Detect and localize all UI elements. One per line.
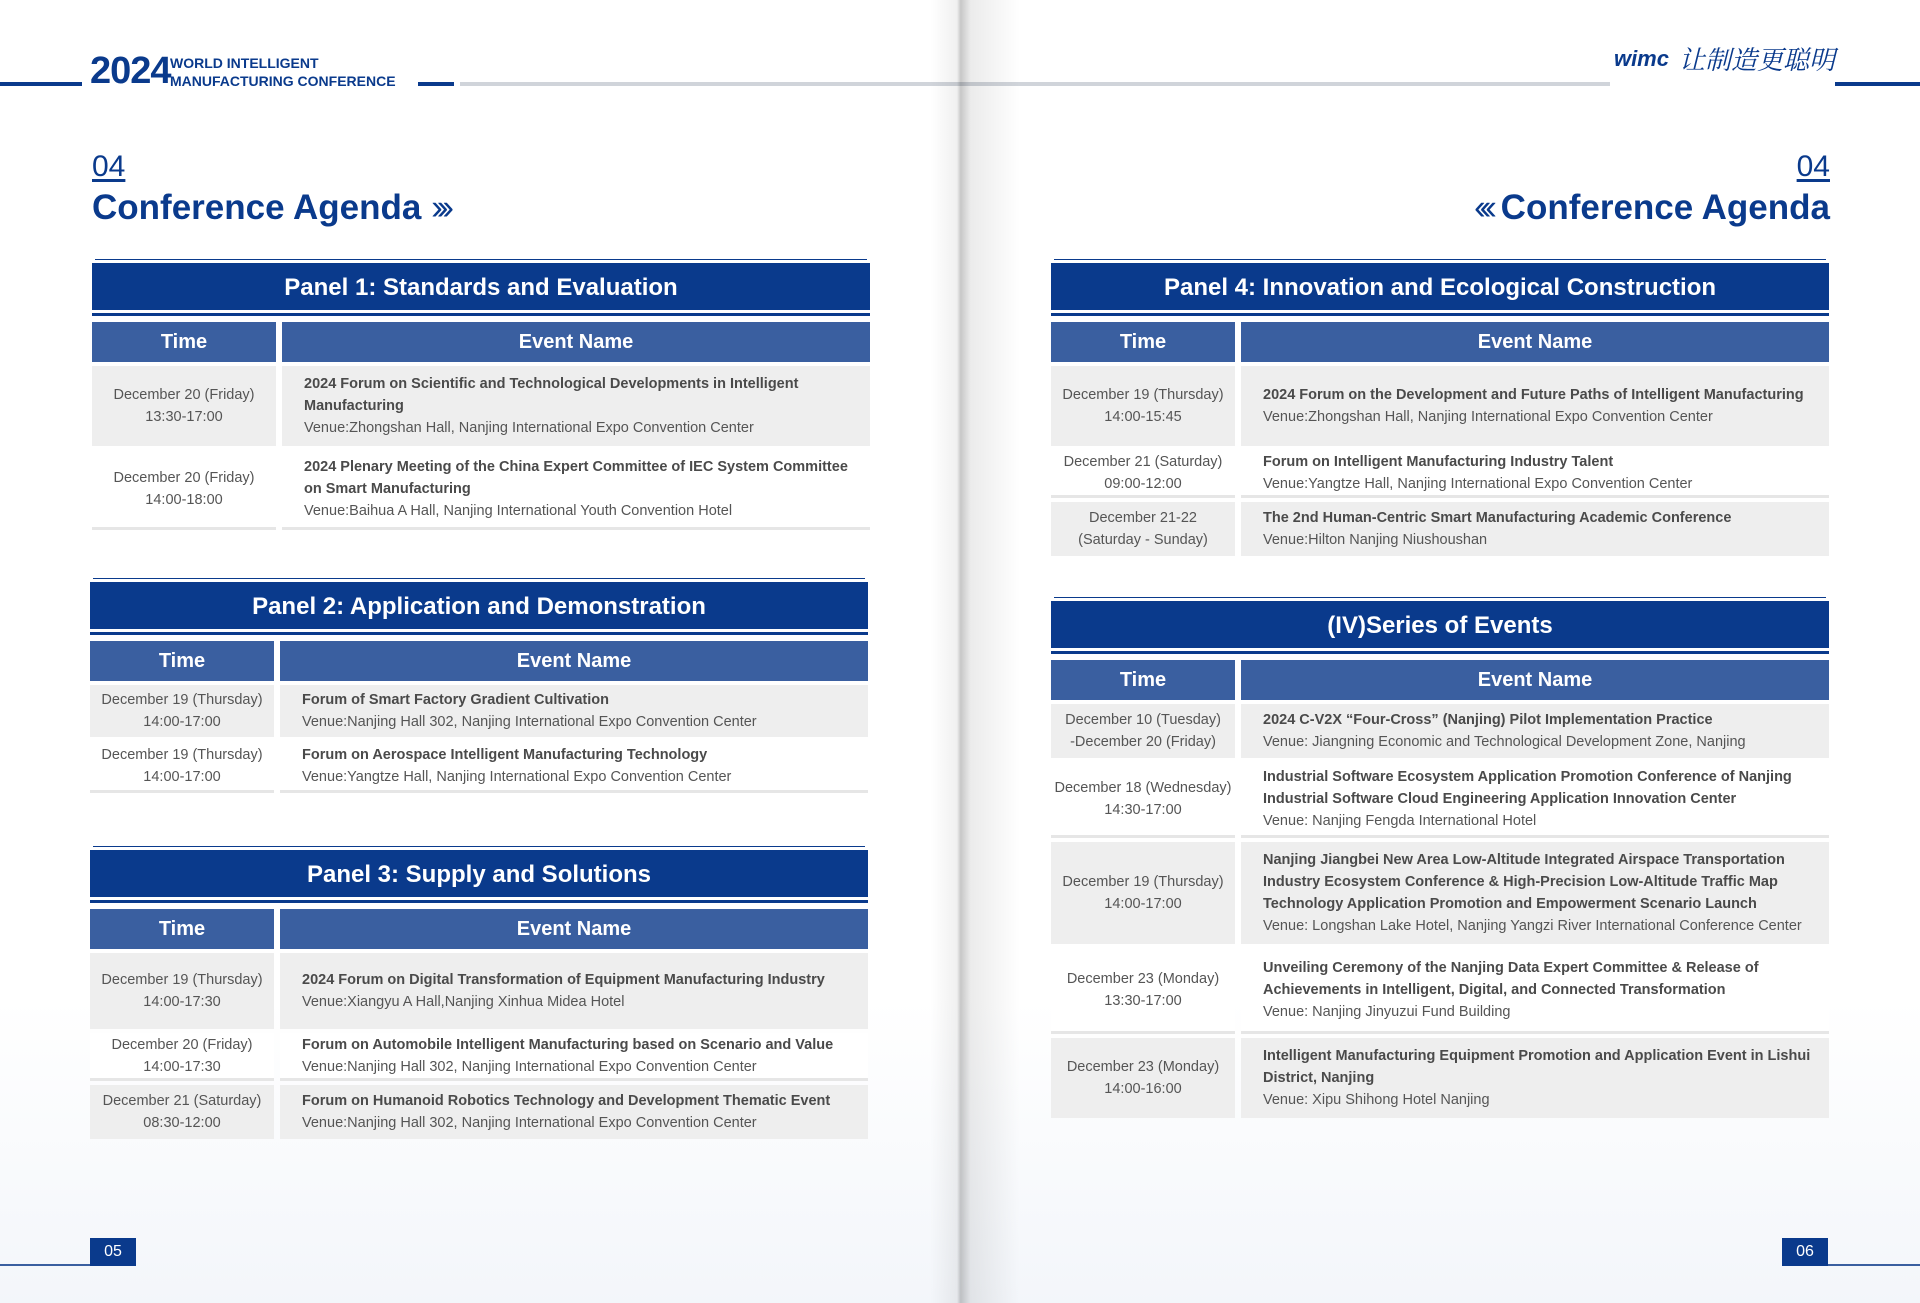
panel-title: Panel 3: Supply and Solutions — [90, 850, 868, 897]
event-name: Unveiling Ceremony of the Nanjing Data Expert Committee & Release of Achievements in Intelligent, Digital, and Connected Transformation — [1263, 959, 1759, 998]
event-venue: Venue:Yangtze Hall, Nanjing International Expo Convention Center — [1263, 475, 1693, 492]
table-header — [1051, 322, 1829, 362]
row-time — [1051, 1038, 1235, 1118]
row-hours: (Saturday - Sunday) — [1078, 532, 1208, 548]
event-venue: Venue:Nanjing Hall 302, Nanjing International Expo Convention Center — [302, 1058, 757, 1075]
panel-1 — [92, 257, 870, 530]
panel-title: (IV)Series of Events — [1051, 601, 1829, 648]
col-event: Event Name — [282, 322, 870, 362]
event-name: 2024 Plenary Meeting of the China Expert Committee of IEC System Committee on Smart Manufacturing — [304, 458, 848, 497]
event-name: 2024 Forum on Digital Transformation of Equipment Manufacturing Industry — [302, 972, 825, 988]
row-time — [1051, 450, 1235, 498]
brand-line-2: MANUFACTURING CONFERENCE — [170, 73, 396, 89]
series-of-events — [1051, 595, 1829, 1118]
row-time — [92, 450, 276, 530]
row-event — [280, 1033, 868, 1081]
table-row — [90, 685, 868, 737]
table-row — [1051, 450, 1829, 498]
table-row — [1051, 1038, 1829, 1118]
row-date: December 19 (Thursday) — [1062, 387, 1224, 403]
panel-title: Panel 2: Application and Demonstration — [90, 582, 868, 629]
table-header — [90, 909, 868, 949]
event-venue: Venue: Xipu Shihong Hotel Nanjing — [1263, 1092, 1490, 1108]
table-row — [90, 1033, 868, 1081]
section-number: 04 — [92, 150, 126, 183]
row-event — [1241, 450, 1829, 498]
col-time: Time — [1051, 660, 1235, 700]
section-title — [92, 188, 448, 228]
row-time — [90, 741, 274, 793]
row-event — [282, 366, 870, 446]
row-date: December 10 (Tuesday) — [1065, 712, 1221, 728]
row-time — [1051, 704, 1235, 758]
row-event — [280, 1085, 868, 1139]
row-event — [1241, 1038, 1829, 1118]
row-event — [280, 685, 868, 737]
col-time: Time — [1051, 322, 1235, 362]
right-page — [960, 0, 1920, 1303]
section-title — [1474, 188, 1830, 228]
row-time — [90, 1033, 274, 1081]
col-event: Event Name — [1241, 660, 1829, 700]
table-row — [90, 741, 868, 793]
row-event — [1241, 502, 1829, 556]
panel-3 — [90, 844, 868, 1139]
event-name: Forum of Smart Factory Gradient Cultivation — [302, 692, 609, 708]
row-date: December 23 (Monday) — [1066, 1059, 1220, 1075]
table-row — [1051, 366, 1829, 446]
event-venue: Venue:Hilton Nanjing Niushoushan — [1263, 532, 1488, 548]
row-event — [1241, 762, 1829, 838]
event-name: The 2nd Human-Centric Smart Manufacturing Academic Conference — [1263, 510, 1732, 526]
row-event — [1241, 366, 1829, 446]
row-hours: 14:00-16:00 — [1104, 1081, 1182, 1097]
footer-rule — [0, 1264, 90, 1266]
row-date: December 18 (Wednesday) — [1054, 779, 1232, 796]
table-row — [92, 450, 870, 530]
slogan: 让制造更聪明 — [1678, 46, 1835, 76]
col-time: Time — [90, 909, 274, 949]
row-hours: 13:30-17:00 — [145, 409, 223, 425]
brand-year: 2024 — [90, 50, 171, 92]
event-name: Industrial Software Ecosystem Application Promotion Conference of Nanjing Industrial Software Cloud Engineering Application Innovation Center — [1263, 768, 1792, 807]
event-name: Forum on Humanoid Robotics Technology and Development Thematic Event — [302, 1093, 831, 1109]
row-event — [282, 450, 870, 530]
event-name: Nanjing Jiangbei New Area Low-Altitude Integrated Airspace Transportation Industry Ecosystem Conference & High-Precision Low-Altitude Traffic Map Technology Application Promotion and Empowerment Scenario Launch — [1263, 852, 1785, 912]
event-name: Forum on Automobile Intelligent Manufacturing based on Scenario and Value — [302, 1036, 834, 1053]
footer-rule — [1828, 1264, 1920, 1266]
event-venue: Venue:Zhongshan Hall, Nanjing International Expo Convention Center — [1263, 409, 1713, 425]
row-hours: 14:00-18:00 — [145, 491, 223, 508]
table-row — [1051, 704, 1829, 758]
event-name: 2024 Forum on the Development and Future Paths of Intelligent Manufacturing — [1263, 387, 1804, 403]
row-hours: 13:30-17:00 — [1104, 992, 1182, 1009]
row-time — [1051, 762, 1235, 838]
row-event — [1241, 704, 1829, 758]
table-row — [90, 1085, 868, 1139]
event-venue: Venue:Xiangyu A Hall,Nanjing Xinhua Midea Hotel — [302, 994, 625, 1010]
table-row — [90, 953, 868, 1029]
row-hours: 08:30-12:00 — [143, 1115, 221, 1131]
event-venue: Venue:Nanjing Hall 302, Nanjing International Expo Convention Center — [302, 1115, 757, 1131]
table-row — [1051, 502, 1829, 556]
panel-underbar — [90, 900, 868, 903]
row-hours: 14:00-17:30 — [143, 994, 221, 1010]
row-hours: 14:00-17:00 — [1104, 896, 1182, 912]
col-event: Event Name — [1241, 322, 1829, 362]
row-time — [90, 685, 274, 737]
row-date: December 21 (Saturday) — [1063, 453, 1223, 470]
table-row — [1051, 762, 1829, 838]
row-time — [1051, 842, 1235, 944]
col-event: Event Name — [280, 909, 868, 949]
section-title-text: Conference Agenda — [92, 188, 422, 227]
row-event — [280, 953, 868, 1029]
header-rule-grey — [960, 82, 1610, 86]
panel-underbar — [1051, 651, 1829, 654]
row-time — [90, 1085, 274, 1139]
row-hours: 14:30-17:00 — [1104, 801, 1182, 818]
row-date: December 19 (Thursday) — [1062, 874, 1224, 890]
row-date: December 19 (Thursday) — [101, 972, 263, 988]
event-venue: Venue:Yangtze Hall, Nanjing International Expo Convention Center — [302, 768, 732, 785]
col-time: Time — [92, 322, 276, 362]
header-rule-grey — [460, 82, 960, 86]
panel-title: Panel 4: Innovation and Ecological Construction — [1051, 263, 1829, 310]
row-time — [92, 366, 276, 446]
table-header — [90, 641, 868, 681]
section-title-text: Conference Agenda — [1500, 188, 1830, 227]
event-name: Forum on Aerospace Intelligent Manufacturing Technology — [302, 746, 708, 763]
row-hours: -December 20 (Friday) — [1070, 734, 1216, 750]
table-row — [1051, 842, 1829, 944]
event-name: 2024 C-V2X “Four-Cross” (Nanjing) Pilot Implementation Practice — [1263, 712, 1713, 728]
event-name: Intelligent Manufacturing Equipment Promotion and Application Event in Lishui District, Nanjing — [1263, 1048, 1811, 1086]
header-rule-right — [1835, 82, 1920, 86]
row-hours: 14:00-17:00 — [143, 714, 221, 730]
col-time: Time — [90, 641, 274, 681]
page-number: 06 — [1782, 1238, 1828, 1266]
row-hours: 14:00-17:00 — [143, 768, 221, 785]
event-venue: Venue: Jiangning Economic and Technological Development Zone, Nanjing — [1263, 734, 1746, 750]
header-rule-short — [418, 82, 454, 86]
event-venue: Venue: Longshan Lake Hotel, Nanjing Yangzi River International Conference Center — [1263, 918, 1802, 934]
page-number: 05 — [90, 1238, 136, 1266]
event-name: 2024 Forum on Scientific and Technological Developments in Intelligent Manufacturing — [304, 376, 799, 414]
row-date: December 19 (Thursday) — [101, 746, 263, 763]
row-time — [1051, 366, 1235, 446]
table-row — [92, 366, 870, 446]
row-time — [90, 953, 274, 1029]
table-header — [92, 322, 870, 362]
event-venue: Venue: Nanjing Jinyuzui Fund Building — [1263, 1003, 1511, 1020]
panel-underbar — [1051, 313, 1829, 316]
row-event — [1241, 948, 1829, 1034]
event-name: Forum on Intelligent Manufacturing Industry Talent — [1263, 453, 1614, 470]
table-row — [1051, 948, 1829, 1034]
row-date: December 21 (Saturday) — [102, 1093, 262, 1109]
table-header — [1051, 660, 1829, 700]
row-date: December 21-22 — [1089, 510, 1197, 526]
event-venue: Venue:Baihua A Hall, Nanjing International Youth Convention Hotel — [304, 502, 733, 519]
panel-title: Panel 1: Standards and Evaluation — [92, 263, 870, 310]
brand-line-1: WORLD INTELLIGENT — [170, 55, 319, 71]
panel-2 — [90, 576, 868, 793]
row-hours: 14:00-17:30 — [143, 1058, 221, 1075]
row-hours: 14:00-15:45 — [1104, 409, 1182, 425]
event-venue: Venue: Nanjing Fengda International Hotel — [1263, 812, 1537, 829]
chevrons-left-icon: ‹‹‹ — [1473, 188, 1491, 227]
row-time — [1051, 948, 1235, 1034]
header-rule-left — [0, 82, 82, 86]
wimc-logo-text: wimc — [1613, 45, 1669, 71]
row-date: December 23 (Monday) — [1066, 970, 1220, 987]
logo — [1614, 40, 1835, 77]
chevrons-right-icon: ››› — [431, 188, 449, 227]
section-number: 04 — [1796, 150, 1830, 183]
panel-underbar — [90, 632, 868, 635]
row-date: December 20 (Friday) — [113, 387, 255, 403]
panel-4 — [1051, 257, 1829, 556]
row-event — [1241, 842, 1829, 944]
brand-conference-name — [170, 54, 396, 90]
row-date: December 19 (Thursday) — [101, 692, 263, 708]
row-hours: 09:00-12:00 — [1104, 475, 1182, 492]
row-date: December 20 (Friday) — [111, 1036, 253, 1053]
event-venue: Venue:Zhongshan Hall, Nanjing International Expo Convention Center — [304, 420, 754, 436]
row-date: December 20 (Friday) — [113, 469, 255, 486]
panel-underbar — [92, 313, 870, 316]
col-event: Event Name — [280, 641, 868, 681]
row-time — [1051, 502, 1235, 556]
event-venue: Venue:Nanjing Hall 302, Nanjing International Expo Convention Center — [302, 714, 757, 730]
row-event — [280, 741, 868, 793]
